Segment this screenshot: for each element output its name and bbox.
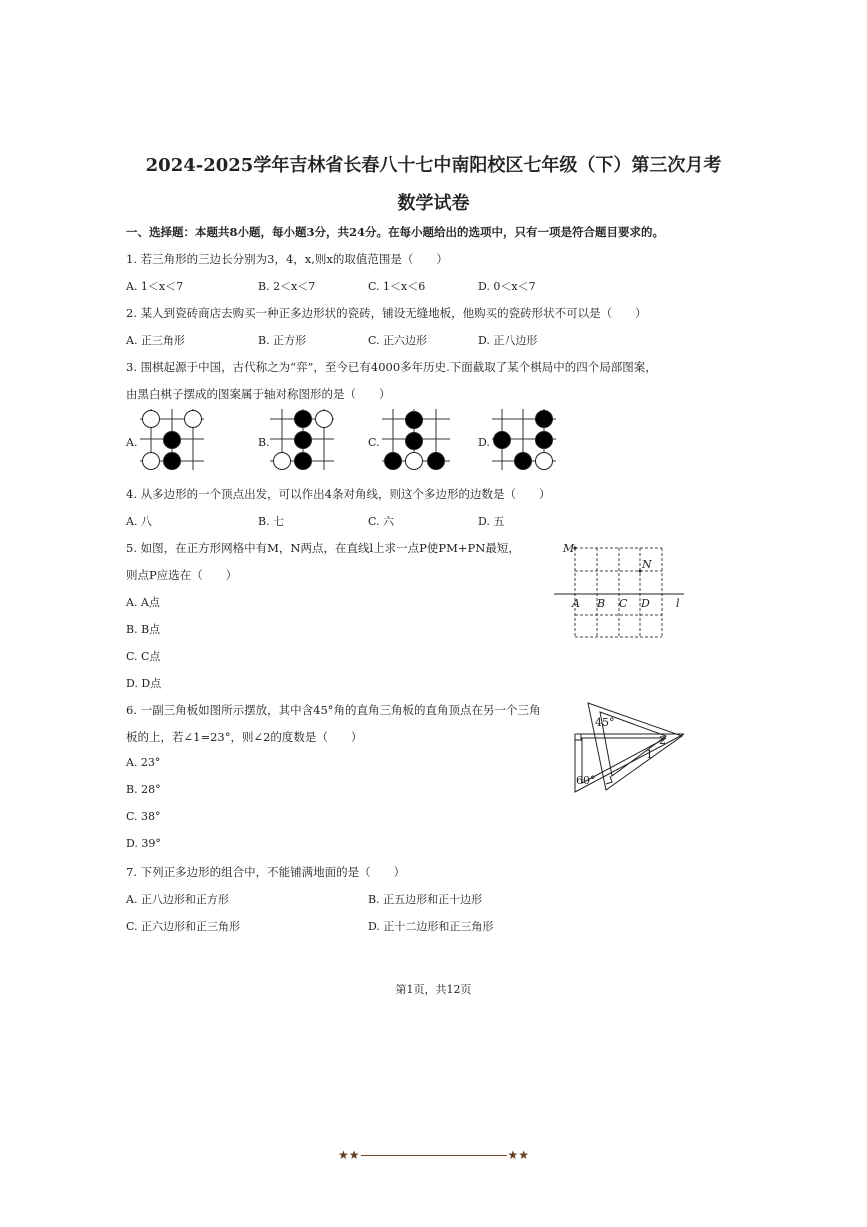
q6-option-a: A. 23°: [126, 756, 161, 769]
q6-option-b: B. 28°: [126, 783, 161, 796]
label-n: N: [642, 558, 652, 571]
q1-option-d: D. 0＜x＜7: [478, 280, 536, 293]
q6-option-d: D. 39°: [126, 837, 161, 850]
star-icon-right: ★★: [507, 1148, 530, 1162]
page-number: 第1页，共12页: [395, 983, 472, 996]
question-4-stem: 4. 从多边形的一个顶点出发，可以作出4条对角线，则这个多边形的边数是（ ）: [126, 487, 551, 501]
q2-option-a: A. 正三角形: [126, 334, 185, 347]
label-a: A: [572, 597, 580, 610]
q5-option-c: C. C点: [126, 650, 161, 663]
q7-option-c: C. 正六边形和正三角形: [126, 920, 241, 933]
question-2-stem: 2. 某人到瓷砖商店去购买一种正多边形状的瓷砖，铺设无缝地板，他购买的瓷砖形状不可以是（ ）: [126, 306, 647, 320]
q6-option-c: C. 38°: [126, 810, 161, 823]
q3-option-a: A.: [126, 436, 138, 449]
q2-option-c: C. 正六边形: [368, 334, 428, 347]
question-6-stem-line2: 板的上，若∠1=23°，则∠2的度数是（ ）: [126, 730, 363, 744]
q4-option-c: C. 六: [368, 515, 395, 528]
q4-option-a: A. 八: [126, 515, 152, 528]
label-angle-2: 2: [659, 734, 666, 747]
q4-option-b: B. 七: [258, 515, 285, 528]
q7-option-b: B. 正五边形和正十边形: [368, 893, 483, 906]
label-b: B: [597, 597, 606, 610]
q7-option-d: D. 正十二边形和正三角形: [368, 920, 494, 933]
q2-option-d: D. 正八边形: [478, 334, 538, 347]
page-title: 2024-2025学年吉林省长春八十七中南阳校区七年级（下）第三次月考: [145, 155, 722, 176]
label-angle-1: 1: [646, 748, 653, 761]
question-7-stem: 7. 下列正多边形的组合中，不能铺满地面的是（ ）: [126, 865, 406, 879]
q3-option-c: C.: [368, 436, 380, 449]
q7-option-a: A. 正八边形和正方形: [126, 893, 229, 906]
label-45: 45°: [595, 716, 615, 729]
q2-option-b: B. 正方形: [258, 334, 307, 347]
q3-option-b: B.: [258, 436, 270, 449]
q1-option-b: B. 2＜x＜7: [258, 280, 316, 293]
label-m: M: [563, 542, 575, 555]
page-subtitle: 数学试卷: [397, 193, 470, 214]
question-1-stem: 1. 若三角形的三边长分别为3，4，x,则x的取值范围是（ ）: [126, 252, 448, 266]
q6-triangle-figure: [570, 698, 690, 798]
section-header: 一、选择题：本题共8小题，每小题3分，共24分。在每小题给出的选项中，只有一项是符合题目要求的。: [126, 225, 665, 239]
question-3-stem-line1: 3. 围棋起源于中国，古代称之为“弈”，至今已有4000多年历史.下面截取了某个棋局中的四个局部图案，: [126, 360, 657, 374]
q5-option-a: A. A点: [126, 596, 160, 609]
star-icon-left: ★★: [337, 1148, 360, 1162]
question-5-stem-line2: 则点P应选在（ ）: [126, 568, 238, 582]
label-c: C: [619, 597, 628, 610]
decorative-divider: [0, 1148, 867, 1162]
q1-option-c: C. 1＜x＜6: [368, 280, 426, 293]
q5-option-d: D. D点: [126, 677, 162, 690]
label-d: D: [641, 597, 650, 610]
label-l: l: [676, 597, 680, 610]
q3-option-d: D.: [478, 436, 490, 449]
q5-option-b: B. B点: [126, 623, 161, 636]
question-3-stem-line2: 由黑白棋子摆成的图案属于轴对称图形的是（ ）: [126, 387, 391, 401]
question-5-stem-line1: 5. 如图，在正方形网格中有M，N两点，在直线l上求一点P使PM+PN最短，: [126, 541, 520, 555]
q3-go-figures: [120, 406, 590, 476]
question-6-stem-line1: 6. 一副三角板如图所示摆放，其中含45°角的直角三角板的直角顶点在另一个三角: [126, 703, 541, 717]
label-60: 60°: [576, 774, 596, 787]
q5-grid-figure: [550, 538, 690, 642]
q1-option-a: A. 1＜x＜7: [126, 280, 184, 293]
q4-option-d: D. 五: [478, 515, 505, 528]
divider-line: [361, 1155, 507, 1156]
